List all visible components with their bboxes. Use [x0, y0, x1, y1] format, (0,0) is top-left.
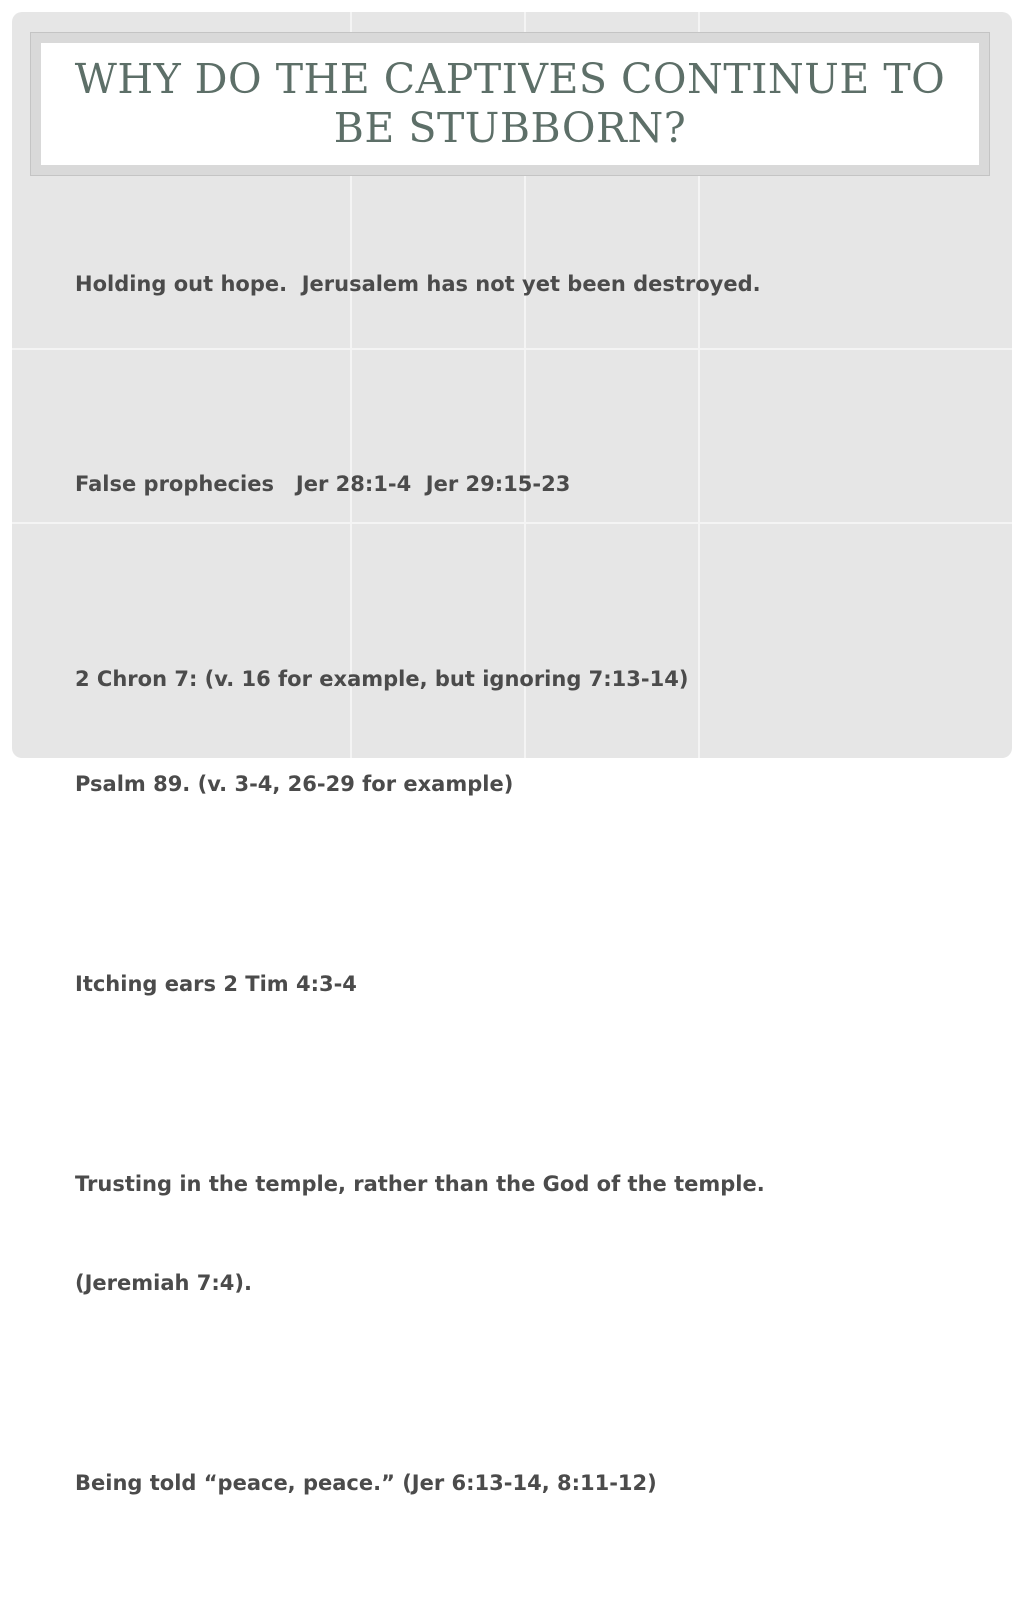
- bullet-list: [75, 202, 975, 1601]
- title-frame: [30, 32, 990, 176]
- bullet-trusting-temple: [75, 1102, 975, 1366]
- bullet-text: Being told “peace, peace.” (Jer 6:13-14, 8:11-12): [75, 1471, 657, 1495]
- bullet-text: 2 Chron 7: (v. 16 for example, but ignoring 7:13-14): [75, 667, 689, 691]
- bullet-text: Trusting in the temple, rather than the God of the temple.: [75, 1172, 765, 1196]
- bullet-text: Holding out hope. Jerusalem has not yet been destroyed.: [75, 272, 761, 296]
- bullet-text: Psalm 89. (v. 3-4, 26-29 for example): [75, 772, 514, 796]
- bullet-holding-out-hope: [75, 202, 975, 367]
- bullet-peace-peace: [75, 1401, 975, 1566]
- bullet-false-prophecies: [75, 402, 975, 567]
- title-box: [41, 43, 979, 165]
- slide: [12, 12, 1012, 1495]
- bullet-text: Itching ears 2 Tim 4:3-4: [75, 972, 357, 996]
- bullet-scripture-refs: [75, 597, 975, 867]
- bullet-text: False prophecies Jer 28:1-4 Jer 29:15-23: [75, 472, 571, 496]
- bullet-itching-ears: [75, 902, 975, 1067]
- bullet-text: (Jeremiah 7:4).: [75, 1271, 252, 1295]
- slide-title: WHY DO THE CAPTIVES CONTINUE TO BE STUBBORN?: [74, 55, 946, 152]
